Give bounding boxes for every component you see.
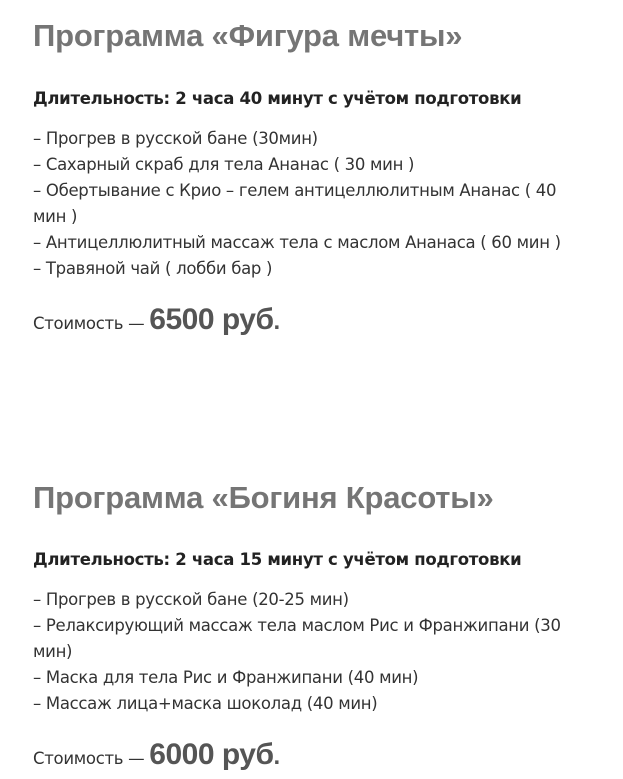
list-item: – Обертывание с Крио – гелем антицеллюлитным Ананас ( 40 мин ) [33, 181, 557, 226]
program-items-list [33, 126, 593, 282]
price-label: Стоимость — [33, 314, 150, 333]
price-label: Стоимость — [33, 749, 150, 768]
list-item: – Релаксирующий массаж тела маслом Рис и Франжипани (30 мин) [33, 616, 561, 661]
price-suffix: . [273, 308, 280, 335]
price-suffix: . [273, 743, 280, 770]
price-value: 6000 руб [149, 738, 274, 771]
price-line [33, 300, 593, 340]
program-title: Программа «Фигура мечты» [33, 18, 463, 53]
price-value: 6500 руб [149, 303, 274, 336]
program-figura-mechty [33, 14, 593, 340]
list-item: – Массаж лица+маска шоколад (40 мин) [33, 694, 378, 713]
program-boginya-krasoty [33, 476, 593, 775]
program-duration: Длительность: 2 часа 15 минут с учётом подготовки [33, 550, 522, 569]
price-line [33, 735, 593, 775]
program-duration: Длительность: 2 часа 40 минут с учётом подготовки [33, 89, 522, 108]
list-item: – Маска для тела Рис и Франжипани (40 мин) [33, 668, 419, 687]
list-item: – Сахарный скраб для тела Ананас ( 30 мин ) [33, 155, 415, 174]
list-item: – Антицеллюлитный массаж тела с маслом Ананаса ( 60 мин ) [33, 233, 561, 252]
list-item: – Прогрев в русской бане (20-25 мин) [33, 590, 349, 609]
list-item: – Травяной чай ( лобби бар ) [33, 259, 273, 278]
program-items-list [33, 587, 593, 717]
program-title: Программа «Богиня Красоты» [33, 480, 494, 515]
list-item: – Прогрев в русской бане (30мин) [33, 129, 318, 148]
